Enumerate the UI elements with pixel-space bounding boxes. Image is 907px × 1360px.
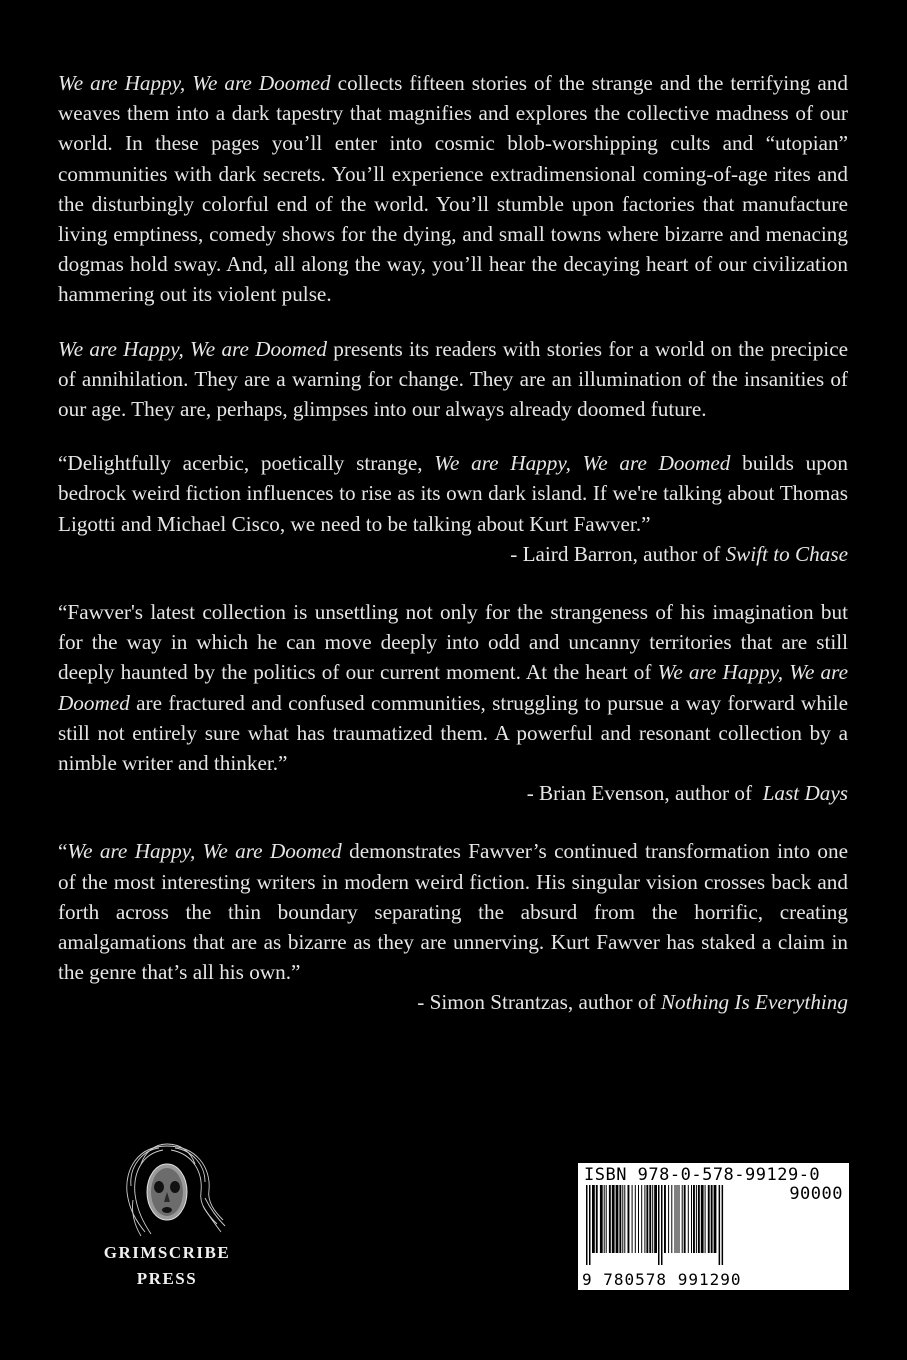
barcode-bar (711, 1185, 713, 1253)
barcode-bar (592, 1185, 595, 1253)
review-quote-2 (58, 597, 848, 778)
quote-text: “Delightfully acerbic, poetically strange, (58, 451, 435, 476)
blurb-paragraph-1 (58, 68, 848, 310)
barcode-bar (649, 1185, 651, 1253)
publisher-name-line-2: PRESS (136, 1269, 198, 1288)
barcode-bars (584, 1185, 779, 1269)
barcode-bar (638, 1185, 639, 1253)
back-cover-text (58, 68, 848, 1018)
barcode-bar (682, 1185, 683, 1253)
book-title: We are Happy, We are Doomed (58, 71, 331, 95)
publisher-logo (92, 1140, 242, 1292)
barcode-bar (641, 1185, 642, 1253)
review-attribution-2 (58, 778, 848, 808)
barcode-bar (619, 1185, 621, 1253)
barcode-bar (622, 1185, 623, 1253)
barcode-bar (596, 1185, 598, 1253)
barcode-bar (658, 1185, 660, 1265)
barcode-bar (684, 1185, 686, 1253)
barcode-bar (722, 1185, 724, 1265)
barcode-bar (708, 1185, 710, 1253)
book-title: We are Happy, We are Doomed (58, 336, 327, 361)
quote-text: builds upon bedrock weird fiction influences to rise as its own dark island. If we're talking about Thomas Ligotti and Michael Cisco, we need to be talking about Kurt Fawver.” (58, 451, 848, 536)
barcode-bar (652, 1185, 653, 1253)
barcode-bar (604, 1185, 605, 1253)
barcode-bar (632, 1185, 633, 1253)
review-quote-1 (58, 448, 848, 539)
barcode-bar (628, 1185, 630, 1253)
blurb-paragraph-2 (58, 334, 848, 425)
barcode-bar (677, 1185, 678, 1253)
attribution-work: Last Days (762, 781, 848, 806)
publisher-name-line-1: GRIMSCRIBE (103, 1243, 231, 1262)
book-title: We are Happy, We are Doomed (434, 451, 731, 476)
quote-text: demonstrates Fawver’s continued transformation into one of the most interesting writers in modern weird fiction. His singular vision crosses back and forth across the thin boundary separating the absurd from the horrific, creating amalgamations that are as bizarre as they are unnerving. Kurt Fawver has staked a claim in the genre that’s all his own.” (58, 839, 849, 985)
barcode-bar (635, 1185, 636, 1253)
barcode-bar (661, 1185, 663, 1265)
barcode-bar (714, 1185, 717, 1253)
barcode-bar (691, 1185, 692, 1253)
barcode-bar (586, 1185, 588, 1265)
barcode-bar (698, 1185, 700, 1253)
barcode-bar (600, 1185, 603, 1253)
book-title: We are Happy, We are Doomed (58, 660, 848, 715)
review-attribution-3 (58, 987, 848, 1017)
barcode-bar (612, 1185, 615, 1253)
hooded-face-icon (107, 1140, 227, 1240)
barcode-bar (606, 1185, 607, 1253)
isbn-label: ISBN 978-0-578-99129-0 (584, 1165, 821, 1185)
quote-text: “ (58, 839, 68, 864)
barcode-bar (589, 1185, 591, 1265)
barcode-bar (675, 1185, 676, 1253)
barcode-bar (688, 1185, 689, 1253)
book-title: We are Happy, We are Doomed (67, 839, 342, 864)
price-code: 90000 (789, 1184, 843, 1204)
barcode-bar (609, 1185, 611, 1253)
review-quote-3 (58, 836, 848, 987)
barcode-bar (693, 1185, 695, 1253)
attribution-work: Nothing Is Everything (660, 990, 848, 1015)
barcode-bar (616, 1185, 619, 1253)
quote-text: “Fawver's latest collection is unsettling not only for the strangeness of his imagination but for the way in which he can move deeply into odd and uncanny territories that are still deeply haunted by the politics of our current moment. At the heart of (58, 600, 848, 685)
attribution-text: - Brian Evenson, author of (526, 781, 763, 806)
barcode-bar (671, 1185, 672, 1253)
barcode-bar (701, 1185, 704, 1253)
ean-digits: 9 780578 991290 (582, 1270, 742, 1289)
barcode-bar (624, 1185, 625, 1253)
quote-text: are fractured and confused communities, struggling to pursue a way forward while still not entirely sure what has traumatized them. A powerful and resonant collection by a nimble writer and thinker.” (58, 690, 848, 776)
barcode-bar (696, 1185, 697, 1253)
barcode-bar (644, 1185, 645, 1253)
blurb-text: collects fifteen stories of the strange and the terrifying and weaves them into a dark tapestry that magnifies and explores the collective madness of our world. In these pages you’ll enter into cosmic blob-worshipping cults and “utopian” communities with dark secrets. You’ll experience extradimensional coming-of-age rites and the disturbingly colorful end of the world. You’ll stumble upon factories that manufacture living emptiness, comedy shows for the dying, and small towns where bizarre and menacing dogmas hold sway. And, all along the way, you’ll hear the decaying heart of our civilization hammering out its violent pulse. (58, 71, 848, 307)
barcode-bar (646, 1185, 648, 1253)
attribution-work: Swift to Chase (725, 541, 848, 566)
barcode-bar (654, 1185, 657, 1253)
isbn-barcode (578, 1163, 849, 1290)
barcode-bar (679, 1185, 680, 1253)
barcode-bar (664, 1185, 666, 1253)
review-attribution-1 (58, 539, 848, 569)
attribution-text: - Laird Barron, author of (510, 541, 726, 566)
barcode-bar (668, 1185, 669, 1253)
barcode-bar (705, 1185, 706, 1253)
barcode-bar (719, 1185, 721, 1265)
blurb-text: presents its readers with stories for a world on the precipice of annihilation. They are a warning for change. They are an illumination of the insanities of our age. They are, perhaps, glimpses into our always already doomed future. (58, 336, 849, 422)
attribution-text: - Simon Strantzas, author of (417, 990, 661, 1015)
